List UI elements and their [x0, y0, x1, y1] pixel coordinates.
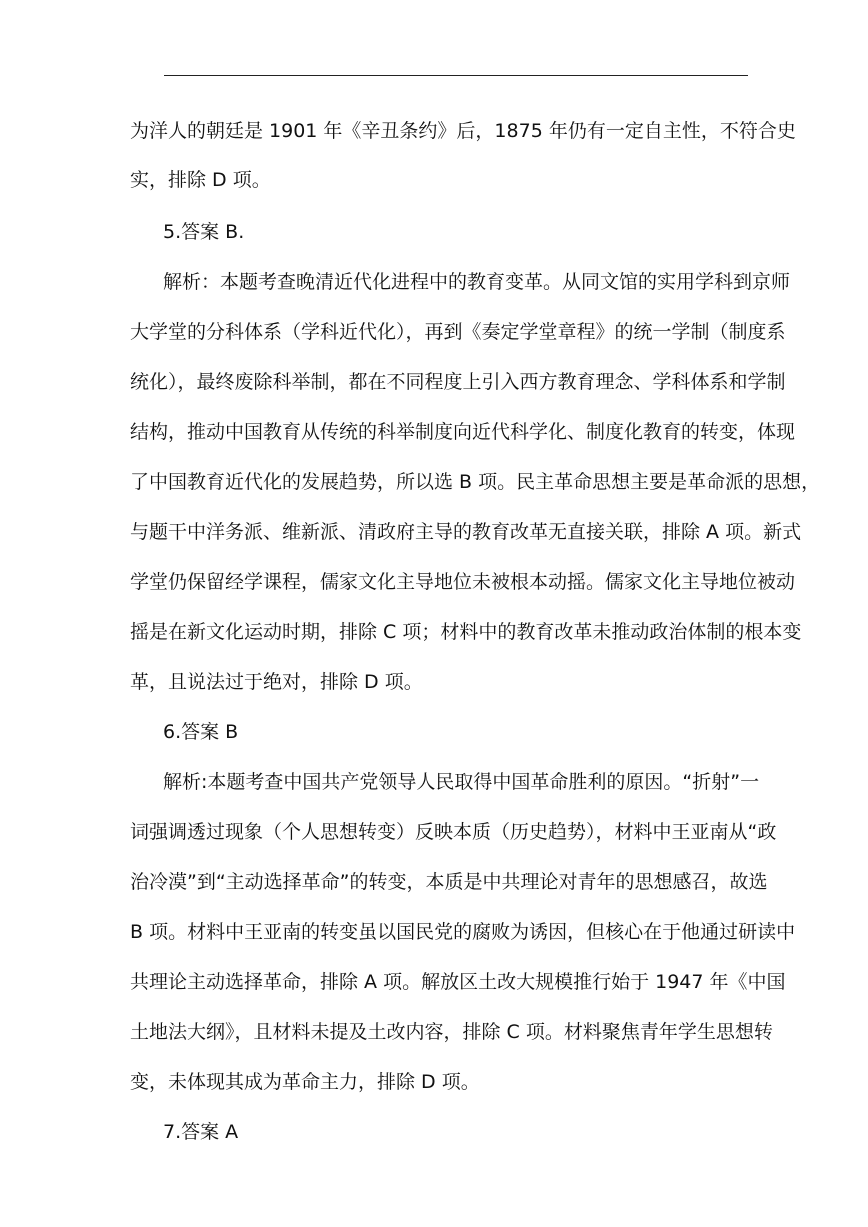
text-line: 结构，推动中国教育从传统的科举制度向近代科学化、制度化教育的转变，体现	[130, 421, 796, 443]
text-line: 革，且说法过于绝对，排除 D 项。	[130, 671, 423, 693]
text-line: 学堂仍保留经学课程，儒家文化主导地位未被根本动摇。儒家文化主导地位被动	[130, 571, 796, 593]
header-rule	[164, 75, 748, 76]
text-line: 治冷漠”到“主动选择革命”的转变，本质是中共理论对青年的思想感召，故选	[130, 871, 768, 893]
text-line: 词强调透过现象（个人思想转变）反映本质（历史趋势），材料中王亚南从“政	[130, 821, 777, 843]
explanation-line: 解析:本题考查中国共产党领导人民取得中国革命胜利的原因。“折射”一	[163, 771, 760, 793]
text-line: 为洋人的朝廷是 1901 年《辛丑条约》后，1875 年仍有一定自主性，不符合史	[130, 120, 796, 142]
answer-heading-7: 7.答案 A	[163, 1121, 239, 1143]
text-line: 变，未体现其成为革命主力，排除 D 项。	[130, 1071, 480, 1093]
text-line: 统化），最终废除科举制，都在不同程度上引入西方教育理念、学科体系和学制	[130, 371, 786, 393]
text-line: 实，排除 D 项。	[130, 169, 271, 191]
text-line: 共理论主动选择革命，排除 A 项。解放区土改大规模推行始于 1947 年《中国	[130, 971, 786, 993]
text-line: 大学堂的分科体系（学科近代化），再到《奏定学堂章程》的统一学制（制度系	[130, 321, 786, 343]
text-line: 与题干中洋务派、维新派、清政府主导的教育改革无直接关联，排除 A 项。新式	[130, 521, 802, 543]
explanation-line: 解析：本题考查晚清近代化进程中的教育变革。从同文馆的实用学科到京师	[163, 271, 791, 293]
text-line: 摇是在新文化运动时期，排除 C 项；材料中的教育改革未推动政治体制的根本变	[130, 621, 802, 643]
text-line: B 项。材料中王亚南的转变虽以国民党的腐败为诱因，但核心在于他通过研读中	[130, 921, 796, 943]
text-line: 了中国教育近代化的发展趋势，所以选 B 项。民主革命思想主要是革命派的思想，	[130, 471, 821, 493]
text-line: 土地法大纲》，且材料未提及土改内容，排除 C 项。材料聚焦青年学生思想转	[130, 1021, 773, 1043]
answer-heading-5: 5.答案 B.	[163, 221, 245, 243]
answer-heading-6: 6.答案 B	[163, 721, 239, 743]
